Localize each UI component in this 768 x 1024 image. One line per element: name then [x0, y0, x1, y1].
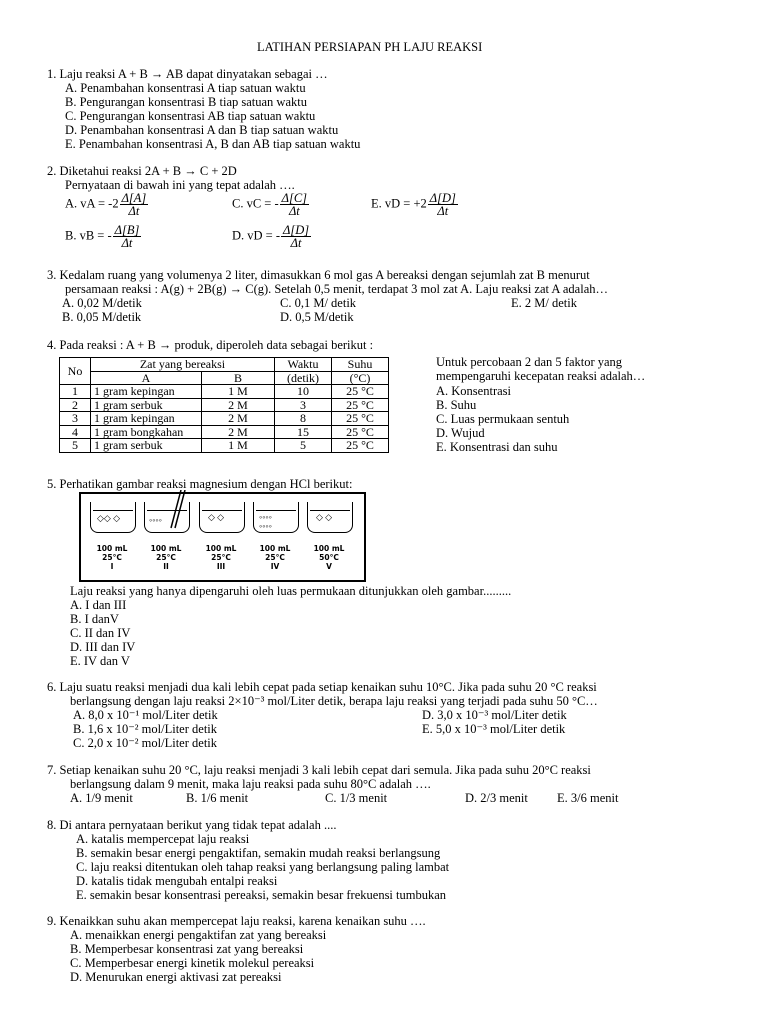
table-row	[60, 385, 389, 399]
liquid-surface	[256, 510, 296, 511]
option-e: E. semakin besar konsentrasi pereaksi, semakin besar frekuensi tumbukan	[76, 888, 447, 902]
option-c: C. II dan IV	[70, 626, 131, 640]
option-d: D. 2/3 menit	[465, 791, 528, 805]
option-c: C. Memperbesar energi kinetik molekul pereaksi	[70, 956, 315, 970]
cell-b: 1 M	[202, 385, 275, 399]
option-d: D. Menurukan energi aktivasi zat pereaksi	[70, 970, 282, 984]
beaker-id: V	[326, 562, 332, 571]
table-row	[60, 412, 389, 426]
option-a: A. I dan III	[70, 598, 127, 612]
cell-temp: 25 °C	[332, 412, 389, 426]
volume: 100 mL	[205, 544, 237, 553]
option-c: C. 1/3 menit	[325, 791, 388, 805]
option-e: E. 2 M/ detik	[511, 296, 577, 310]
chip-icon: ◇◇ ◇	[97, 513, 121, 523]
header-waktu: Waktu	[275, 358, 332, 372]
option-text: A. vA = -2	[65, 196, 119, 211]
beaker-icon	[253, 502, 299, 533]
question-stem: 8. Di antara pernyataan berikut yang tidak tepat adalah ....	[47, 818, 337, 832]
denominator: Δt	[288, 204, 300, 218]
denominator: Δt	[121, 236, 133, 250]
beaker-id: II	[163, 562, 169, 571]
cell-b: 2 M	[202, 398, 275, 412]
option-b: B. 1/6 menit	[186, 791, 249, 805]
beaker-id: I	[110, 562, 114, 571]
beaker-icon	[144, 502, 190, 533]
data-table	[59, 357, 389, 453]
option-c	[232, 192, 310, 217]
denominator: Δt	[290, 236, 302, 250]
cell-temp: 25 °C	[332, 398, 389, 412]
temperature: 25°C	[211, 553, 231, 562]
header-a: A	[91, 371, 202, 385]
cell-no: 4	[60, 425, 91, 439]
beaker-label	[304, 544, 354, 571]
option-a	[65, 192, 149, 217]
fraction	[281, 224, 311, 249]
question-line: berlangsung dengan laju reaksi 2×10⁻³ mol/Liter detik, berapa laju reaksi yang terjadi pada suhu 50 °C…	[70, 694, 598, 708]
option-c: C. laju reaksi ditentukan oleh tahap reaksi yang berlangsung paling lambat	[76, 860, 450, 874]
option-b: B. Memperbesar konsentrasi zat yang bereaksi	[70, 942, 304, 956]
option-b: B. 1,6 x 10⁻² mol/Liter detik	[73, 722, 218, 736]
cell-time: 15	[275, 425, 332, 439]
option-d: D. katalis tidak mengubah entalpi reaksi	[76, 874, 278, 888]
option-a: A. menaikkan energi pengaktifan zat yang bereaksi	[70, 928, 327, 942]
option-b: B. semakin besar energi pengaktifan, semakin mudah reaksi berlangsung	[76, 846, 441, 860]
option-b: B. Pengurangan konsentrasi B tiap satuan waktu	[65, 95, 307, 109]
cell-a: 1 gram kepingan	[91, 412, 202, 426]
beaker-figure	[79, 492, 366, 582]
table-row	[60, 398, 389, 412]
side-question: mempengaruhi kecepatan reaksi adalah…	[436, 369, 646, 383]
cell-a: 1 gram bongkahan	[91, 425, 202, 439]
cell-no: 3	[60, 412, 91, 426]
header-unit: (°C)	[332, 371, 389, 385]
side-question: Untuk percobaan 2 dan 5 faktor yang	[436, 355, 623, 369]
volume: 100 mL	[313, 544, 345, 553]
option-a: A. katalis mempercepat laju reaksi	[76, 832, 250, 846]
rod-icon	[163, 490, 187, 530]
cell-b: 2 M	[202, 425, 275, 439]
option-d: D. Penambahan konsentrasi A dan B tiap satuan waktu	[65, 123, 339, 137]
option-e: E. 3/6 menit	[557, 791, 619, 805]
question-stem: 6. Laju suatu reaksi menjadi dua kali lebih cepat pada setiap kenaikan suhu 10°C. Jika pada suhu 20 °C reaksi	[47, 680, 597, 694]
table-header-row	[60, 371, 389, 385]
denominator: Δt	[128, 204, 140, 218]
option-e: E. Konsentrasi dan suhu	[436, 440, 558, 454]
question-line: persamaan reaksi : A(g) + 2B(g) → C(g). Setelah 0,5 menit, terdapat 3 mol zat A. Laju reaksi zat A adalah…	[65, 282, 608, 296]
question-stem: 5. Perhatikan gambar reaksi magnesium dengan HCl berikut:	[47, 477, 353, 491]
option-d: D. 3,0 x 10⁻³ mol/Liter detik	[422, 708, 567, 722]
option-b: B. 0,05 M/detik	[62, 310, 142, 324]
numerator: Δ[A]	[121, 191, 147, 205]
option-b	[65, 224, 142, 249]
question-stem: 9. Kenaikkan suhu akan mempercepat laju reaksi, karena kenaikan suhu ….	[47, 914, 426, 928]
cell-time: 10	[275, 385, 332, 399]
cell-b: 1 M	[202, 439, 275, 453]
cell-temp: 25 °C	[332, 425, 389, 439]
question-line: Laju reaksi yang hanya dipengaruhi oleh luas permukaan ditunjukkan oleh gambar.........	[70, 584, 512, 598]
cell-a: 1 gram serbuk	[91, 398, 202, 412]
option-e: E. 5,0 x 10⁻³ mol/Liter detik	[422, 722, 566, 736]
header-detik: (detik)	[275, 371, 332, 385]
powder-icon: ◦◦◦◦ ◦◦◦◦	[259, 512, 272, 531]
temperature: 50°C	[319, 553, 339, 562]
table-row	[60, 439, 389, 453]
question-stem: 3. Kedalam ruang yang volumenya 2 liter, dimasukkan 6 mol gas A bereaksi dengan sejumlah zat B menurut	[47, 268, 590, 282]
chip-icon: ◇ ◇	[316, 512, 333, 522]
powder-icon: ◦◦◦◦	[149, 515, 162, 525]
option-d: D. III dan IV	[70, 640, 136, 654]
temperature: 25°C	[102, 553, 122, 562]
option-e: E. Penambahan konsentrasi A, B dan AB tiap satuan waktu	[65, 137, 361, 151]
chip-icon: ◇ ◇	[208, 512, 225, 522]
option-a: A. 0,02 M/detik	[62, 296, 142, 310]
beaker-icon	[307, 502, 353, 533]
question-stem: 7. Setiap kenaikan suhu 20 °C, laju reaksi menjadi 3 kali lebih cepat dari semula. Jika pada suhu 20°C reaksi	[47, 763, 591, 777]
denominator: Δt	[437, 204, 449, 218]
option-d: D. Wujud	[436, 426, 485, 440]
page-title: LATIHAN PERSIAPAN PH LAJU REAKSI	[257, 40, 483, 54]
volume: 100 mL	[259, 544, 291, 553]
cell-time: 3	[275, 398, 332, 412]
numerator: Δ[B]	[114, 223, 140, 237]
cell-no: 1	[60, 385, 91, 399]
cell-b: 2 M	[202, 412, 275, 426]
question-line: Pernyataan di bawah ini yang tepat adalah ….	[65, 178, 295, 192]
cell-a: 1 gram kepingan	[91, 385, 202, 399]
liquid-surface	[93, 510, 133, 511]
question-stem: 1. Laju reaksi A + B → AB dapat dinyatakan sebagai …	[47, 67, 328, 81]
cell-temp: 25 °C	[332, 385, 389, 399]
beaker-label	[141, 544, 191, 571]
table-header-row	[60, 358, 389, 372]
option-b: B. I danV	[70, 612, 119, 626]
option-d	[232, 224, 312, 249]
fraction	[428, 192, 458, 217]
question-line: berlangsung dalam 9 menit, maka laju reaksi pada suhu 80°C adalah ….	[70, 777, 431, 791]
header-zat: Zat yang bereaksi	[91, 358, 275, 372]
header-no: No	[60, 358, 91, 385]
beaker-id: IV	[270, 562, 280, 571]
beaker-label	[87, 544, 137, 571]
liquid-surface	[202, 510, 242, 511]
table-row	[60, 425, 389, 439]
option-c: C. Pengurangan konsentrasi AB tiap satuan waktu	[65, 109, 316, 123]
beaker-label	[196, 544, 246, 571]
liquid-surface	[310, 510, 350, 511]
cell-no: 2	[60, 398, 91, 412]
numerator: Δ[C]	[281, 191, 308, 205]
fraction	[280, 192, 309, 217]
option-a: A. 8,0 x 10⁻¹ mol/Liter detik	[73, 708, 218, 722]
cell-time: 5	[275, 439, 332, 453]
option-c: C. 0,1 M/ detik	[280, 296, 357, 310]
temperature: 25°C	[265, 553, 285, 562]
cell-a: 1 gram serbuk	[91, 439, 202, 453]
cell-temp: 25 °C	[332, 439, 389, 453]
volume: 100 mL	[96, 544, 128, 553]
option-text: C. vC = -	[232, 196, 279, 211]
option-text: E. vD = +2	[371, 196, 427, 211]
beaker-label	[250, 544, 300, 571]
option-c: C. Luas permukaan sentuh	[436, 412, 570, 426]
option-text: B. vB = -	[65, 228, 112, 243]
option-e	[371, 192, 459, 217]
question-stem: 2. Diketahui reaksi 2A + B → C + 2D	[47, 164, 237, 178]
fraction	[120, 192, 149, 217]
beaker-icon	[199, 502, 245, 533]
header-b: B	[202, 371, 275, 385]
numerator: Δ[D]	[429, 191, 456, 205]
temperature: 25°C	[156, 553, 176, 562]
question-stem: 4. Pada reaksi : A + B → produk, diperoleh data sebagai berikut :	[47, 338, 374, 352]
beaker-id: III	[216, 562, 226, 571]
option-a: A. 1/9 menit	[70, 791, 133, 805]
option-a: A. Penambahan konsentrasi A tiap satuan waktu	[65, 81, 306, 95]
cell-no: 5	[60, 439, 91, 453]
header-suhu: Suhu	[332, 358, 389, 372]
option-c: C. 2,0 x 10⁻² mol/Liter detik	[73, 736, 218, 750]
option-a: A. Konsentrasi	[436, 384, 511, 398]
option-e: E. IV dan V	[70, 654, 130, 668]
volume: 100 mL	[150, 544, 182, 553]
option-text: D. vD = -	[232, 228, 281, 243]
beaker-icon	[90, 502, 136, 533]
option-b: B. Suhu	[436, 398, 477, 412]
option-d: D. 0,5 M/detik	[280, 310, 354, 324]
numerator: Δ[D]	[283, 223, 310, 237]
fraction	[113, 224, 142, 249]
cell-time: 8	[275, 412, 332, 426]
